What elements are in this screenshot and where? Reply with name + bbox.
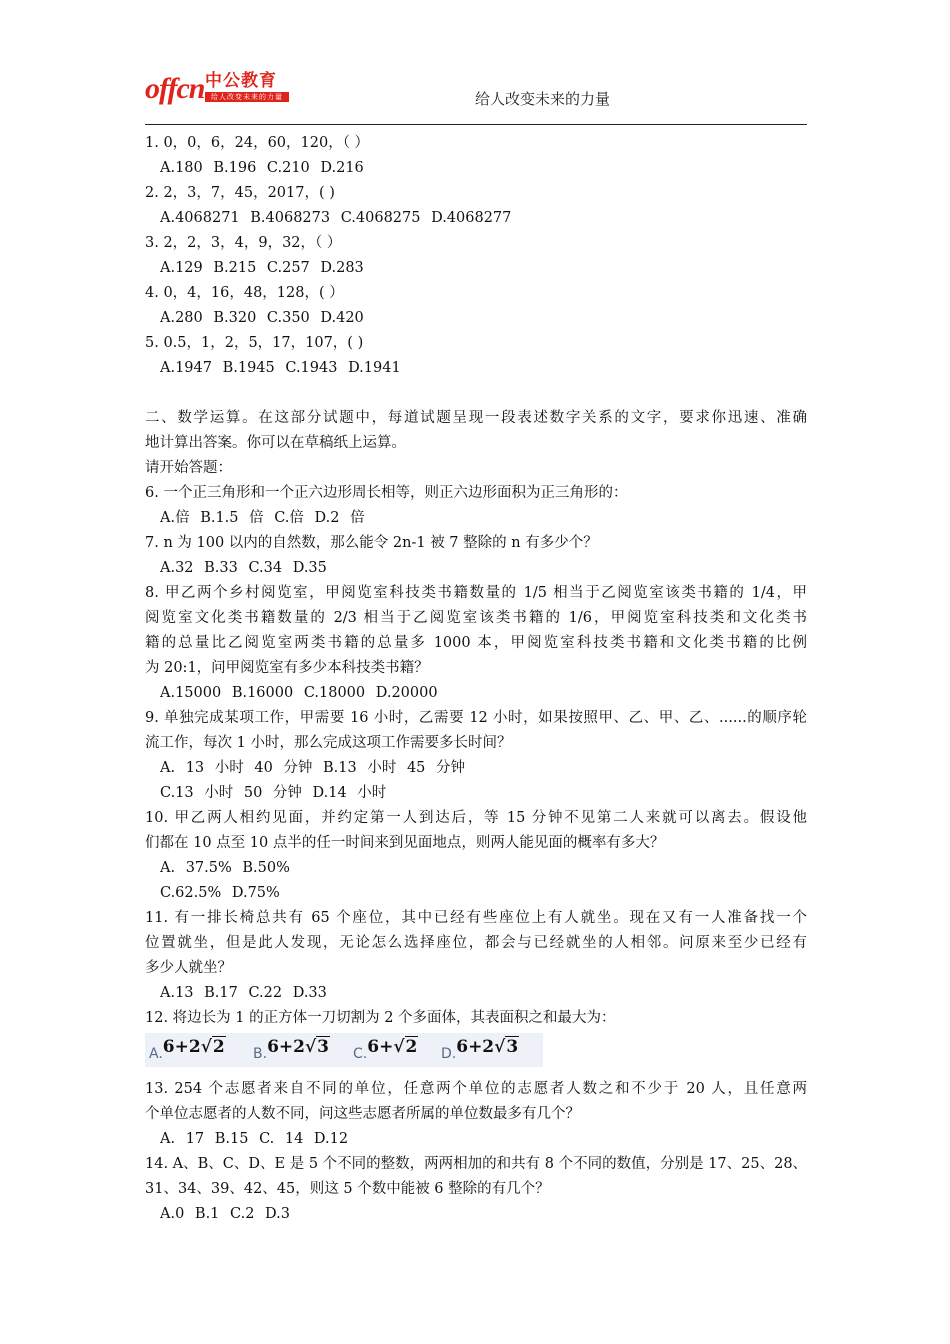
question-13 [145, 1077, 807, 1152]
header-slogan: 给人改变未来的力量 [475, 90, 611, 108]
question-2 [145, 181, 807, 231]
question-text: 4. 0，4，16，48，128，( ） [145, 285, 344, 301]
formula-option-d: D.6+2√3 [441, 1037, 519, 1062]
logo-tagline: 给人改变未来的力量 [205, 92, 289, 102]
question-options: C.13 小时 50 分钟 D.14 小时 [160, 785, 387, 801]
section-2-intro [145, 406, 807, 481]
question-4 [145, 281, 807, 331]
question-text: 11. 有一排长椅总共有 65 个座位，其中已经有些座位上有人就坐。现在又有一人准备找一个 [145, 910, 807, 926]
logo-chinese-text: 中公教育 [205, 71, 277, 91]
question-text: 1. 0，0，6，24，60，120，（ ） [145, 135, 370, 151]
question-options: A.0 B.1 C.2 D.3 [160, 1206, 290, 1222]
question-options: A.32 B.33 C.34 D.35 [160, 560, 327, 576]
question-12 [145, 1006, 807, 1069]
question-options: A.13 B.17 C.22 D.33 [160, 985, 327, 1001]
question-11 [145, 906, 807, 1006]
question-text: 个单位志愿者的人数不同，问这些志愿者所属的单位数最多有几个？ [145, 1106, 580, 1122]
question-options: A.180 B.196 C.210 D.216 [160, 160, 364, 176]
question-options: A. 17 B.15 C. 14 D.12 [160, 1131, 349, 1147]
question-8 [145, 581, 807, 706]
question-options: A.4068271 B.4068273 C.4068275 D.4068277 [160, 210, 512, 226]
offcn-logo [145, 66, 295, 110]
question-10 [145, 806, 807, 906]
document-body [145, 131, 807, 1227]
question-5 [145, 331, 807, 381]
question-text: 3. 2，2，3，4，9，32，（ ） [145, 235, 342, 251]
question-options: A.1947 B.1945 C.1943 D.1941 [160, 360, 401, 376]
formula-option-a: A.6+2√2 [149, 1037, 225, 1062]
question-7 [145, 531, 807, 581]
question-text: 5. 0.5，1，2，5，17，107，( ) [145, 335, 364, 351]
question-text: 们都在 10 点至 10 点半的任一时间来到见面地点，则两人能见面的概率有多大？ [145, 835, 665, 851]
spacer [145, 381, 807, 406]
question-text: 6. 一个正三角形和一个正六边形周长相等，则正六边形面积为正三角形的： [145, 485, 628, 501]
logo-latin-text: offcn [145, 72, 205, 105]
formula-options [145, 1033, 807, 1069]
question-text: 14. A、B、C、D、E 是 5 个不同的整数，两两相加的和共有 8 个不同的数值，分别是 17、25、28、 [145, 1156, 808, 1172]
question-14 [145, 1152, 807, 1227]
section-intro-line: 地计算出答案。你可以在草稿纸上运算。 [145, 435, 406, 451]
question-options: A. 13 小时 40 分钟 B.13 小时 45 分钟 [160, 760, 466, 776]
question-options: A.倍 B.1.5 倍 C.倍 D.2 倍 [160, 510, 365, 526]
formula-image [145, 1033, 543, 1067]
page-header [145, 62, 807, 126]
header-divider [145, 124, 807, 125]
question-text: 10. 甲乙两人相约见面，并约定第一人到达后，等 15 分钟不见第二人来就可以离去。假设他 [145, 810, 807, 826]
question-text: 7. n 为 100 以内的自然数，那么能令 2n-1 被 7 整除的 n 有多少个？ [145, 535, 598, 551]
question-text: 31、34、39、42、45，则这 5 个数中能被 6 整除的有几个？ [145, 1181, 550, 1197]
question-text: 2. 2，3，7，45，2017，( ) [145, 185, 335, 201]
question-text: 籍的总量比乙阅览室两类书籍的总量多 1000 本，甲阅览室科技类书籍和文化类书籍的比例 [145, 635, 807, 651]
formula-option-c: C.6+√2 [353, 1037, 418, 1062]
question-text: 为 20:1，问甲阅览室有多少本科技类书籍？ [145, 660, 429, 676]
question-6 [145, 481, 807, 531]
question-text: 12. 将边长为 1 的正方体一刀切割为 2 个多面体，其表面积之和最大为： [145, 1010, 616, 1026]
start-prompt: 请开始答题： [145, 460, 232, 476]
question-text: 8. 甲乙两个乡村阅览室，甲阅览室科技类书籍数量的 1/5 相当于乙阅览室该类书籍的 1/4，甲 [145, 585, 807, 601]
question-text: 多少人就坐？ [145, 960, 232, 976]
section-intro-line: 二、数学运算。在这部分试题中，每道试题呈现一段表述数字关系的文字，要求你迅速、准确 [145, 410, 807, 426]
question-text: 阅览室文化类书籍数量的 2/3 相当于乙阅览室该类书籍的 1/6，甲阅览室科技类和文化类书 [145, 610, 807, 626]
formula-option-b: B.6+2√3 [253, 1037, 329, 1062]
question-1 [145, 131, 807, 181]
question-text: 9. 单独完成某项工作，甲需要 16 小时，乙需要 12 小时，如果按照甲、乙、甲、乙、......的顺序轮 [145, 710, 807, 726]
question-options: A. 37.5% B.50% [160, 860, 290, 876]
question-options: A.129 B.215 C.257 D.283 [160, 260, 364, 276]
question-9 [145, 706, 807, 806]
question-options: A.15000 B.16000 C.18000 D.20000 [160, 685, 438, 701]
question-3 [145, 231, 807, 281]
question-text: 流工作，每次 1 小时，那么完成这项工作需要多长时间？ [145, 735, 512, 751]
question-text: 位置就坐，但是此人发现，无论怎么选择座位，都会与已经就坐的人相邻。问原来至少已经有 [145, 935, 807, 951]
question-options: A.280 B.320 C.350 D.420 [160, 310, 364, 326]
question-options: C.62.5% D.75% [160, 885, 280, 901]
question-text: 13. 254 个志愿者来自不同的单位，任意两个单位的志愿者人数之和不少于 20 人，且任意两 [145, 1081, 807, 1097]
